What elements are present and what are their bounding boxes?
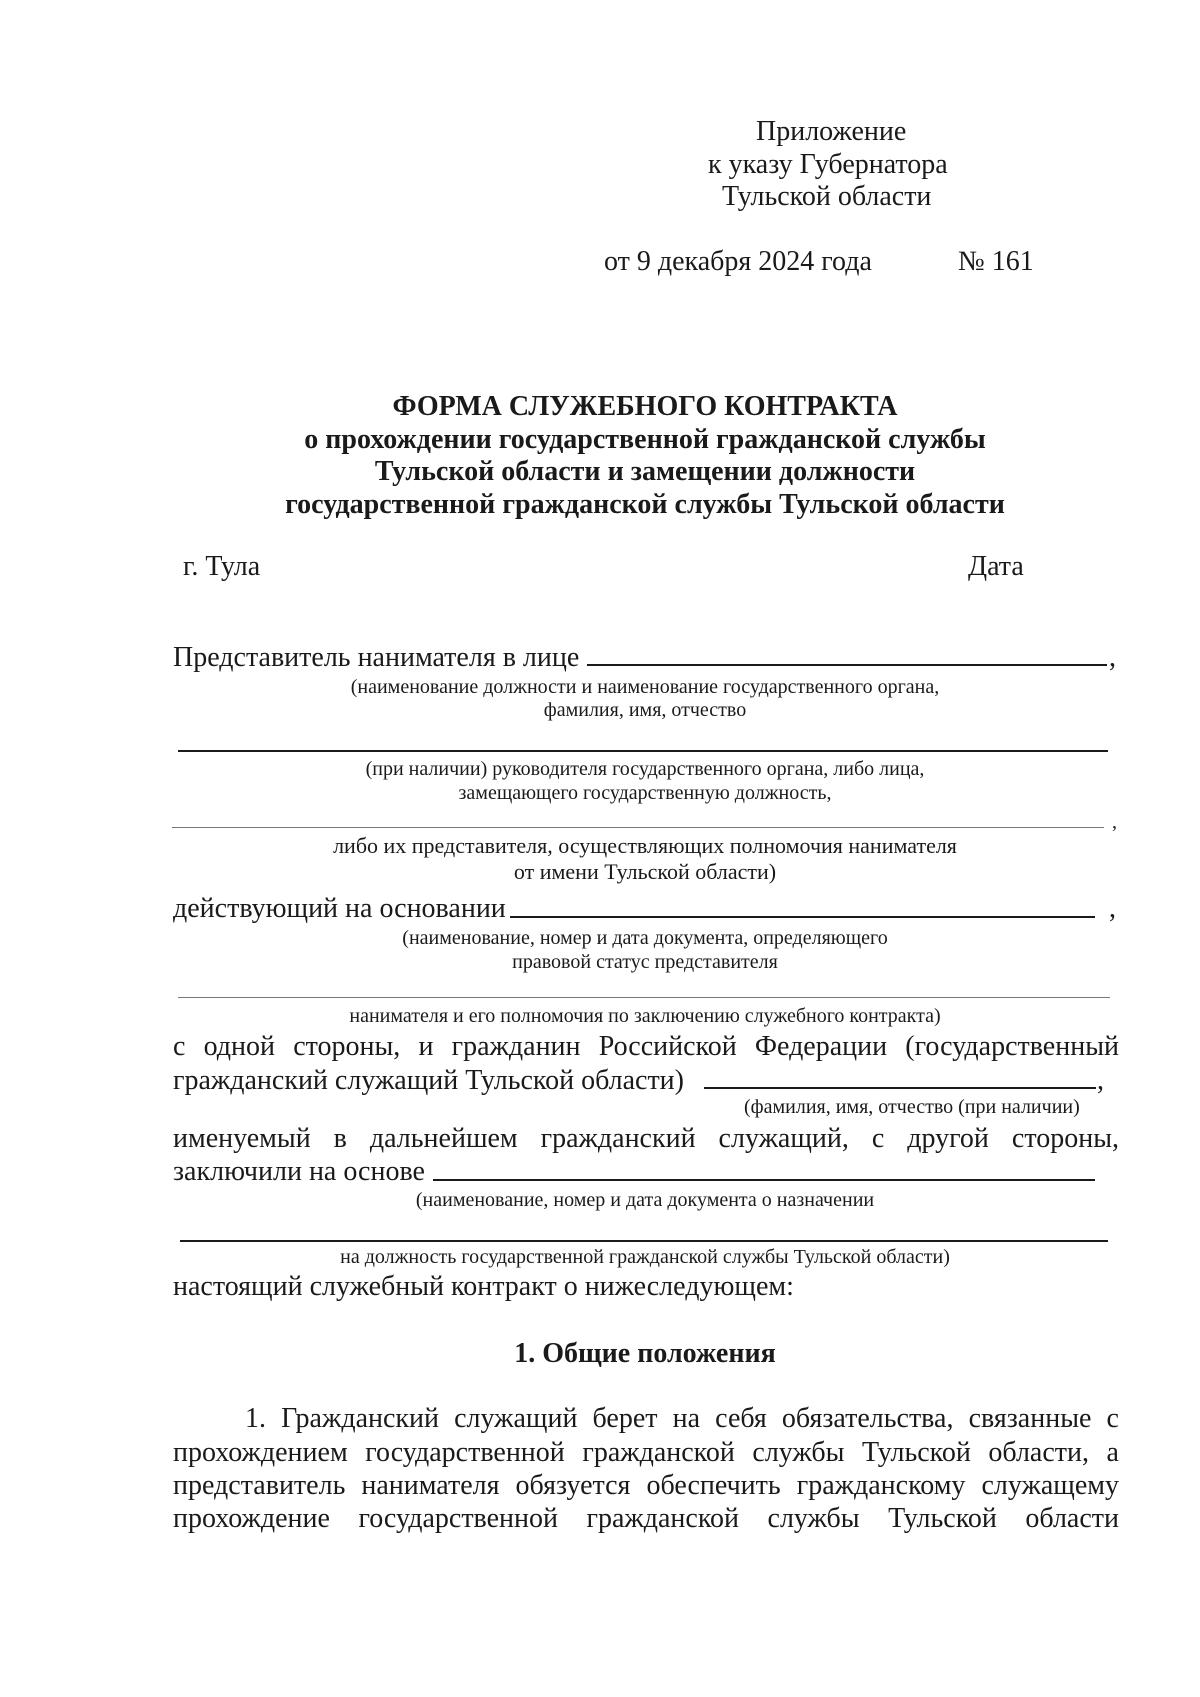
comma-3: , xyxy=(1109,893,1116,924)
appendix-label: Приложение xyxy=(756,116,907,147)
blank-line-2 xyxy=(178,750,1108,752)
one-side-line: с одной стороны, и гражданин Российской Федерации (государственный xyxy=(173,1031,1119,1062)
citizen-label: гражданский служащий Тульской области) xyxy=(173,1065,684,1096)
place-city: г. Тула xyxy=(183,551,261,582)
paragraph-line-3: представитель нанимателя обязуется обеспечить гражданскому служащему xyxy=(173,1470,1119,1501)
acting-basis-blank-line xyxy=(510,916,1095,918)
decree-date: от 9 декабря 2024 года xyxy=(604,246,872,277)
paragraph-line-2: прохождением государственной гражданской службы Тульской области, а xyxy=(173,1437,1119,1468)
decree-number: № 161 xyxy=(958,246,1034,277)
hint-rep-name-2: фамилия, имя, отчество xyxy=(543,699,747,721)
section-heading: 1. Общие положения xyxy=(514,1338,776,1369)
hint-rep-name-1: (наименование должности и наименование государственного органа, xyxy=(350,676,940,698)
hint-representative-1: либо их представителя, осуществляющих полномочия нанимателя xyxy=(333,833,957,858)
hint-basis-doc-1: (наименование, номер и дата документа, определяющего xyxy=(402,927,888,949)
hint-head-1: (при наличии) руководителя государственного органа, либо лица, xyxy=(365,758,925,780)
closing-line: настоящий служебный контракт о нижеследующем: xyxy=(173,1271,794,1302)
hint-appointment-doc: (наименование, номер и дата документа о назначении xyxy=(415,1189,875,1211)
hint-representative-2: от имени Тульской области) xyxy=(513,859,777,884)
citizen-name-blank-line xyxy=(704,1087,1096,1089)
blank-line-5 xyxy=(178,997,1110,998)
hint-employer-powers: нанимателя и его полномочия по заключению служебного контракта) xyxy=(349,1005,941,1027)
blank-line-8 xyxy=(180,1240,1108,1242)
representative-label: Представитель нанимателя в лице xyxy=(173,642,580,673)
document-title: ФОРМА СЛУЖЕБНОГО КОНТРАКТА xyxy=(392,391,898,422)
region-label: Тульской области xyxy=(722,181,932,212)
comma-1: , xyxy=(1109,642,1116,673)
document-subtitle-line1: о прохождении государственной гражданской службы xyxy=(304,424,986,455)
hint-citizen-name: (фамилия, имя, отчество (при наличии) xyxy=(744,1096,1080,1118)
document-subtitle-line2: Тульской области и замещении должности xyxy=(374,456,916,487)
acting-basis-label: действующий на основании xyxy=(173,893,506,924)
decree-label: к указу Губернатора xyxy=(708,149,948,180)
comma-2: , xyxy=(1112,811,1117,833)
document-subtitle-line3: государственной гражданской службы Тульской области xyxy=(285,489,1005,520)
representative-blank-line xyxy=(587,664,1107,666)
hint-head-2: замещающего государственную должность, xyxy=(458,782,832,804)
place-date: Дата xyxy=(968,551,1024,582)
blank-line-3 xyxy=(172,827,1104,828)
hint-position: на должность государственной гражданской службы Тульской области) xyxy=(340,1246,950,1268)
appointment-doc-blank-line xyxy=(433,1179,1095,1181)
hint-basis-doc-2: правовой статус представителя xyxy=(512,951,778,973)
paragraph-line-4: прохождение государственной гражданской службы Тульской области xyxy=(173,1503,1119,1534)
named-line: именуемый в дальнейшем гражданский служащий, с другой стороны, xyxy=(173,1123,1119,1154)
paragraph-line-1: 1. Гражданский служащий берет на себя обязательства, связанные с xyxy=(245,1403,1119,1434)
comma-4: , xyxy=(1097,1065,1104,1096)
concluded-label: заключили на основе xyxy=(173,1156,425,1187)
